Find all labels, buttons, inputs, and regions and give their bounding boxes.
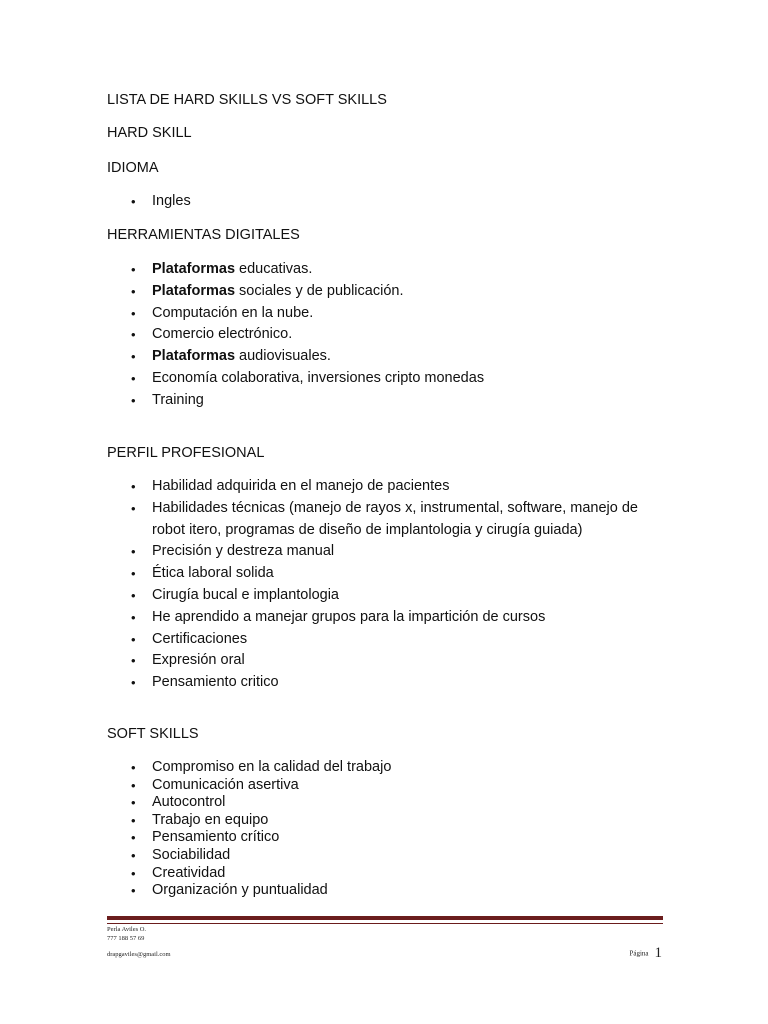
bullet-icon: • bbox=[131, 327, 136, 343]
page-number-block bbox=[629, 944, 662, 962]
footer-divider-thin bbox=[107, 923, 663, 924]
footer-phone: 777 188 57 69 bbox=[107, 935, 145, 942]
list-item: • Plataformas audiovisuales. bbox=[107, 346, 667, 368]
list-item: • Comercio electrónico. bbox=[107, 324, 667, 346]
bullet-icon: • bbox=[131, 883, 136, 899]
list-item: • Creatividad bbox=[131, 864, 226, 881]
herramientas-heading: HERRAMIENTAS DIGITALES bbox=[107, 227, 300, 243]
bullet-icon: • bbox=[131, 305, 136, 321]
list-item: • Plataformas sociales y de publicación. bbox=[107, 281, 667, 303]
list-item: • Autocontrol bbox=[131, 794, 226, 811]
list-item: • Economía colaborativa, inversiones cripto monedas bbox=[107, 368, 667, 390]
bullet-icon: • bbox=[131, 631, 136, 647]
bullet-icon: • bbox=[131, 653, 136, 669]
list-item: • Comunicación asertiva bbox=[131, 776, 299, 793]
footer-email: drapgaviles@gmail.com bbox=[107, 951, 171, 958]
list-item: • Plataformas educativas. bbox=[107, 259, 667, 281]
soft-skills-list bbox=[107, 759, 667, 900]
list-item: • Compromiso en la calidad del trabajo bbox=[131, 759, 392, 775]
list-item: • Habilidades técnicas (manejo de rayos x, instrumental, software, manejo de robot itero, programas de diseño de implantologia y cirugía guiada) bbox=[131, 499, 638, 538]
bullet-icon: • bbox=[131, 760, 136, 775]
bullet-icon: • bbox=[131, 194, 136, 209]
list-item: • Ingles bbox=[107, 191, 667, 213]
page-number: 1 bbox=[654, 944, 662, 961]
footer-divider-thick bbox=[107, 916, 663, 920]
bullet-icon: • bbox=[131, 370, 136, 386]
bullet-icon: • bbox=[131, 865, 136, 881]
list-item: • Ética laboral solida bbox=[107, 563, 667, 585]
list-item: • He aprendido a manejar grupos para la impartición de cursos bbox=[107, 607, 667, 629]
list-item: • Expresión oral bbox=[107, 650, 667, 672]
bullet-icon: • bbox=[131, 544, 136, 560]
bullet-icon: • bbox=[131, 847, 136, 863]
bullet-icon: • bbox=[131, 587, 136, 603]
list-item: • Computación en la nube. bbox=[107, 303, 667, 325]
footer-name: Perla Aviles O. bbox=[107, 926, 147, 933]
bullet-icon: • bbox=[131, 812, 136, 828]
bullet-icon: • bbox=[131, 392, 136, 408]
idioma-list bbox=[107, 191, 667, 213]
list-item: • Cirugía bucal e implantologia bbox=[107, 585, 667, 607]
list-item: • Pensamiento crítico bbox=[131, 829, 280, 846]
list-item: • Trabajo en equipo bbox=[131, 811, 269, 828]
list-item: • Habilidad adquirida en el manejo de pacientes bbox=[107, 476, 667, 498]
document-title: LISTA DE HARD SKILLS VS SOFT SKILLS bbox=[107, 92, 387, 108]
bullet-icon: • bbox=[131, 830, 136, 846]
bullet-icon: • bbox=[131, 262, 136, 277]
bullet-icon: • bbox=[131, 777, 136, 793]
page-label: Página bbox=[629, 949, 649, 958]
idioma-heading: IDIOMA bbox=[107, 160, 159, 176]
bullet-icon: • bbox=[131, 349, 136, 365]
list-item: • Training bbox=[107, 390, 667, 412]
list-item: • Pensamiento critico bbox=[107, 672, 667, 694]
bullet-icon: • bbox=[131, 479, 136, 494]
hard-skill-heading: HARD SKILL bbox=[107, 125, 192, 141]
soft-skills-heading: SOFT SKILLS bbox=[107, 726, 199, 742]
list-item: • Organización y puntualidad bbox=[131, 882, 328, 899]
list-item: • Certificaciones bbox=[107, 629, 667, 651]
bullet-icon: • bbox=[131, 283, 136, 299]
list-item: • Sociabilidad bbox=[131, 846, 231, 863]
herramientas-list bbox=[107, 259, 667, 412]
perfil-heading: PERFIL PROFESIONAL bbox=[107, 445, 265, 461]
perfil-list bbox=[107, 476, 667, 694]
bullet-icon: • bbox=[131, 500, 136, 516]
bullet-icon: • bbox=[131, 609, 136, 625]
bullet-icon: • bbox=[131, 566, 136, 582]
list-item: • Precisión y destreza manual bbox=[107, 541, 667, 563]
bullet-icon: • bbox=[131, 675, 136, 691]
bullet-icon: • bbox=[131, 795, 136, 811]
